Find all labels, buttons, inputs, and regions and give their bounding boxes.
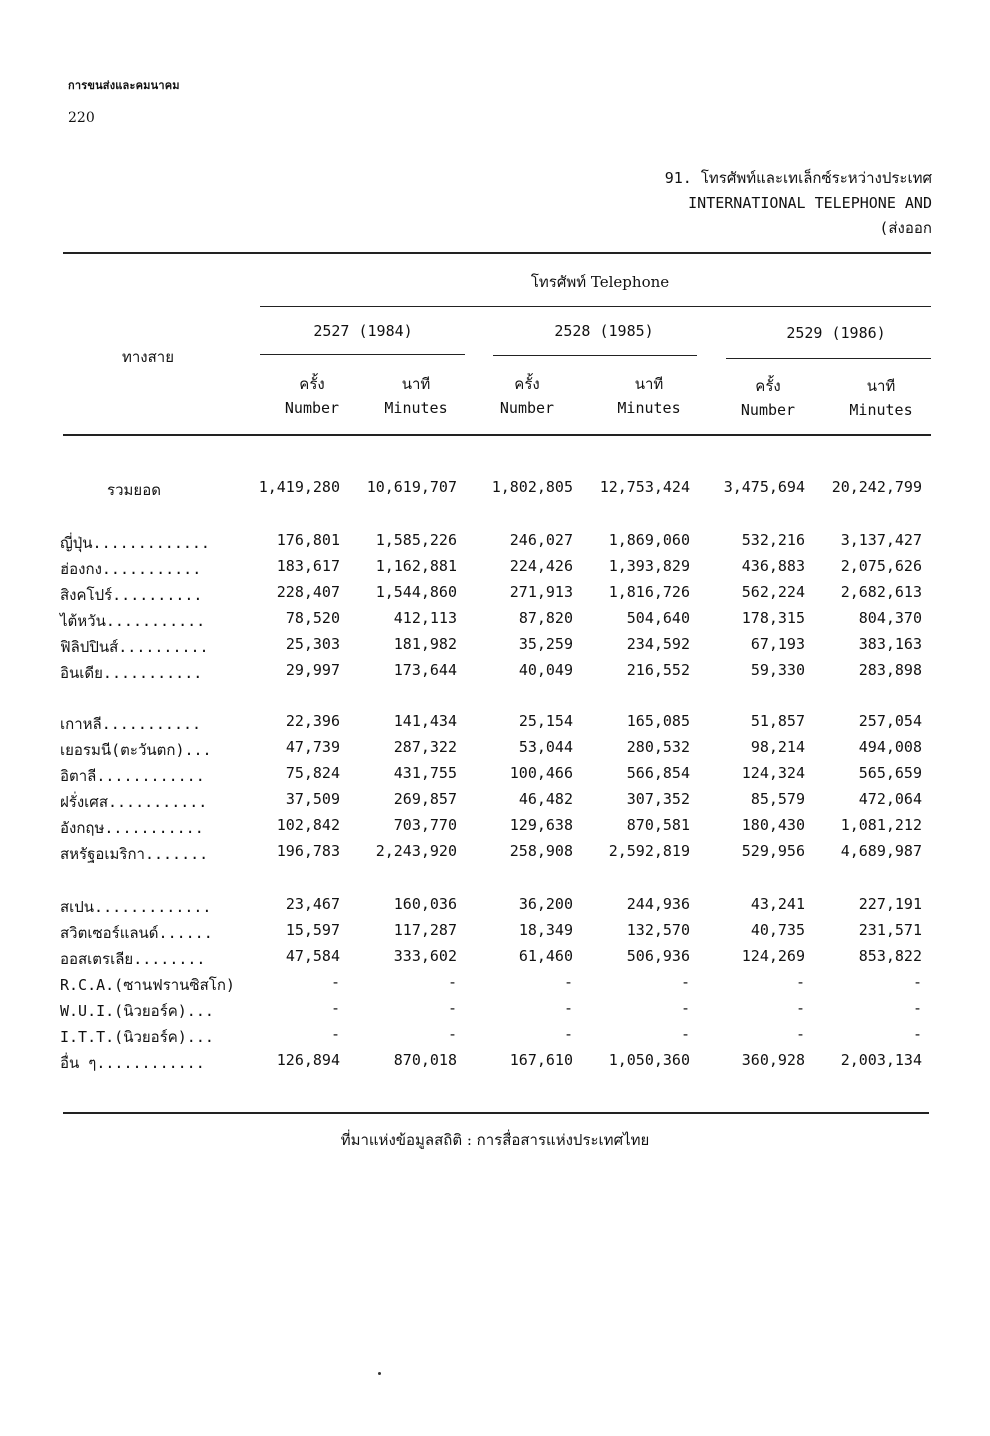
cell-1986-number: 360,928 (741, 1051, 805, 1069)
cell-1986-minutes: - (912, 1025, 922, 1043)
cell-1984-number: 78,520 (285, 609, 340, 627)
cell-1984-minutes: 141,434 (393, 712, 457, 730)
table-row (0, 609, 990, 633)
cell-1984-minutes: 117,287 (393, 921, 457, 939)
cell-1986-minutes: 494,008 (858, 738, 922, 756)
cell-1985-number: 271,913 (509, 583, 573, 601)
cell-1984-number: 47,739 (285, 738, 340, 756)
col-header-1986-minutes-th: นาที (866, 377, 896, 395)
cell-1984-minutes: 703,770 (393, 816, 457, 834)
col-header-1986-minutes-en: Minutes (849, 401, 913, 419)
cell-1984-number: 102,842 (276, 816, 340, 834)
cell-1984-minutes: 333,602 (393, 947, 457, 965)
cell-1986-number: - (795, 973, 805, 991)
title-line-3: (ส่งออก (879, 219, 932, 237)
cell-1986-minutes: 2,003,134 (840, 1051, 922, 1069)
title-line-2: INTERNATIONAL TELEPHONE AND (688, 194, 932, 212)
cell-1985-minutes: 1,816,726 (608, 583, 690, 601)
table-row (0, 661, 990, 685)
cell-1986-minutes: 231,571 (858, 921, 922, 939)
cell-1985-minutes: 870,581 (626, 816, 690, 834)
cell-1985-number: 25,154 (518, 712, 573, 730)
cell-1985-number: 35,259 (518, 635, 573, 653)
cell-1984-number: 196,783 (276, 842, 340, 860)
row-label: อิตาลี............ (60, 767, 205, 785)
table-row (0, 764, 990, 788)
title-block (572, 166, 932, 241)
cell-1985-number: 61,460 (518, 947, 573, 965)
cell-1985-number: - (563, 973, 573, 991)
row-label: ฮ่องกง........... (60, 560, 202, 578)
cell-1986-number: 532,216 (741, 531, 805, 549)
table-row (0, 738, 990, 762)
col-header-1986-number (729, 374, 807, 422)
year-header-1986: 2529 (1986) (786, 324, 886, 342)
cell-1985-minutes: 12,753,424 (599, 478, 690, 496)
cell-1984-minutes: 181,982 (393, 635, 457, 653)
cell-1986-minutes: 804,370 (858, 609, 922, 627)
table-row (0, 790, 990, 814)
cell-1984-number: - (330, 973, 340, 991)
cell-1985-minutes: 1,050,360 (608, 1051, 690, 1069)
cell-1985-number: 36,200 (518, 895, 573, 913)
cell-1986-minutes: 383,163 (858, 635, 922, 653)
cell-1986-minutes: 283,898 (858, 661, 922, 679)
col-header-1985-minutes (610, 372, 688, 420)
cell-1986-number: 85,579 (750, 790, 805, 808)
cell-1984-minutes: 269,857 (393, 790, 457, 808)
table-row (0, 921, 990, 945)
cell-1984-number: 22,396 (285, 712, 340, 730)
cell-1984-minutes: 287,322 (393, 738, 457, 756)
cell-1985-number: 46,482 (518, 790, 573, 808)
table-header-bottom-rule (63, 434, 931, 436)
cell-1985-minutes: - (680, 1025, 690, 1043)
col-header-1985-number-en: Number (499, 399, 555, 417)
cell-1986-minutes: - (912, 973, 922, 991)
cell-1985-minutes: - (680, 999, 690, 1017)
col-header-1984-number (273, 372, 351, 420)
cell-1986-number: - (795, 1025, 805, 1043)
cell-1984-minutes: - (447, 1025, 457, 1043)
cell-1985-minutes: 280,532 (626, 738, 690, 756)
table-row (0, 816, 990, 840)
table-row (0, 973, 990, 997)
year-header-1985: 2528 (1985) (554, 322, 654, 340)
cell-1984-number: 25,303 (285, 635, 340, 653)
table-row (0, 531, 990, 555)
header-top-left: การขนส่งและคมนาคม (68, 79, 180, 92)
cell-1984-number: 176,801 (276, 531, 340, 549)
cell-1985-minutes: 307,352 (626, 790, 690, 808)
row-label: ฟิลิปปินส์.......... (60, 638, 209, 656)
col-header-1984-number-th: ครั้ง (299, 375, 325, 393)
row-label-total: รวมยอด (107, 481, 161, 499)
cell-1985-minutes: 2,592,819 (608, 842, 690, 860)
cell-1984-minutes: - (447, 999, 457, 1017)
cell-1986-number: 40,735 (750, 921, 805, 939)
cell-1984-number: 183,617 (276, 557, 340, 575)
cell-1984-minutes: 1,585,226 (375, 531, 457, 549)
cell-1984-number: 1,419,280 (258, 478, 340, 496)
cell-1985-minutes: 566,854 (626, 764, 690, 782)
cell-1986-minutes: 20,242,799 (831, 478, 922, 496)
cell-1985-number: 1,802,805 (491, 478, 573, 496)
cell-1986-minutes: 2,682,613 (840, 583, 922, 601)
table-row (0, 583, 990, 607)
stub-header: ทางสาย (121, 348, 175, 366)
telephone-header: โทรศัพท์ Telephone (530, 273, 670, 291)
cell-1985-number: 18,349 (518, 921, 573, 939)
cell-1984-minutes: 1,162,881 (375, 557, 457, 575)
cell-1986-minutes: 1,081,212 (840, 816, 922, 834)
row-label: R.C.A.(ซานฟรานซิสโก) (60, 976, 235, 994)
cell-1985-minutes: 165,085 (626, 712, 690, 730)
cell-1985-number: 258,908 (509, 842, 573, 860)
cell-1985-number: - (563, 999, 573, 1017)
table-row (0, 1025, 990, 1049)
cell-1985-minutes: 244,936 (626, 895, 690, 913)
row-label: เยอรมนี(ตะวันตก)... (60, 741, 212, 759)
cell-1986-number: 529,956 (741, 842, 805, 860)
cell-1985-number: - (563, 1025, 573, 1043)
cell-1984-minutes: 1,544,860 (375, 583, 457, 601)
cell-1986-minutes: 2,075,626 (840, 557, 922, 575)
table-row (0, 842, 990, 866)
table-row (0, 557, 990, 581)
cell-1984-number: - (330, 1025, 340, 1043)
cell-1985-number: 224,426 (509, 557, 573, 575)
page-number: 220 (68, 110, 95, 126)
cell-1986-number: - (795, 999, 805, 1017)
cell-1986-minutes: 227,191 (858, 895, 922, 913)
cell-1986-number: 67,193 (750, 635, 805, 653)
row-label: ออสเตรเลีย........ (60, 950, 206, 968)
row-label: W.U.I.(นิวยอร์ค)... (60, 1002, 214, 1020)
cell-1986-number: 178,315 (741, 609, 805, 627)
col-header-1986-number-en: Number (740, 401, 796, 419)
row-label: เกาหลี........... (60, 715, 202, 733)
cell-1984-minutes: 160,036 (393, 895, 457, 913)
row-label: สหรัฐอเมริกา....... (60, 845, 209, 863)
cell-1986-number: 436,883 (741, 557, 805, 575)
cell-1984-number: 23,467 (285, 895, 340, 913)
cell-1984-minutes: 10,619,707 (366, 478, 457, 496)
row-label: อินเดีย........... (60, 664, 203, 682)
row-label: อังกฤษ........... (60, 819, 204, 837)
year-header-1984: 2527 (1984) (313, 322, 413, 340)
cell-1984-number: 126,894 (276, 1051, 340, 1069)
cell-1985-number: 87,820 (518, 609, 573, 627)
cell-1986-number: 51,857 (750, 712, 805, 730)
cell-1985-minutes: 132,570 (626, 921, 690, 939)
telephone-header-rule (260, 306, 931, 307)
table-row (0, 478, 990, 502)
cell-1985-number: 129,638 (509, 816, 573, 834)
row-label: ไต้หวัน........... (60, 612, 206, 630)
cell-1986-minutes: 4,689,987 (840, 842, 922, 860)
cell-1984-minutes: 431,755 (393, 764, 457, 782)
cell-1986-number: 3,475,694 (723, 478, 805, 496)
cell-1985-minutes: 1,393,829 (608, 557, 690, 575)
row-label: I.T.T.(นิวยอร์ค)... (60, 1028, 214, 1046)
cell-1984-minutes: - (447, 973, 457, 991)
cell-1984-number: - (330, 999, 340, 1017)
source-note: ที่มาแห่งข้อมูลสถิติ : การสื่อสารแห่งประเทศไทย (340, 1131, 650, 1149)
cell-1986-minutes: 472,064 (858, 790, 922, 808)
row-label: สวิตเซอร์แลนด์...... (60, 924, 213, 942)
table-row (0, 947, 990, 971)
col-header-1986-minutes (842, 374, 920, 422)
cell-1985-minutes: 1,869,060 (608, 531, 690, 549)
cell-1985-minutes: - (680, 973, 690, 991)
col-header-1986-number-th: ครั้ง (755, 377, 781, 395)
table-top-rule (63, 252, 931, 254)
table-row (0, 1051, 990, 1075)
year-rule-1986 (726, 358, 931, 359)
title-line-1: 91. โทรศัพท์และเทเล็กซ์ระหว่างประเทศ (664, 169, 932, 187)
cell-1985-minutes: 216,552 (626, 661, 690, 679)
table-bottom-rule (63, 1112, 929, 1114)
col-header-1985-minutes-th: นาที (634, 375, 664, 393)
cell-1984-number: 37,509 (285, 790, 340, 808)
cell-1985-minutes: 504,640 (626, 609, 690, 627)
cell-1985-number: 167,610 (509, 1051, 573, 1069)
table-row (0, 999, 990, 1023)
cell-1984-minutes: 173,644 (393, 661, 457, 679)
cell-1986-number: 98,214 (750, 738, 805, 756)
cell-1986-minutes: 565,659 (858, 764, 922, 782)
cell-1986-minutes: 257,054 (858, 712, 922, 730)
cell-1985-minutes: 506,936 (626, 947, 690, 965)
table-row (0, 712, 990, 736)
cell-1984-minutes: 2,243,920 (375, 842, 457, 860)
col-header-1984-minutes (377, 372, 455, 420)
cell-1986-number: 43,241 (750, 895, 805, 913)
cell-1985-number: 53,044 (518, 738, 573, 756)
cell-1984-number: 228,407 (276, 583, 340, 601)
scan-dot (378, 1372, 381, 1375)
cell-1984-number: 29,997 (285, 661, 340, 679)
row-label: ญี่ปุ่น............. (60, 534, 210, 552)
row-label: ฝรั่งเศส........... (60, 793, 208, 811)
col-header-1985-minutes-en: Minutes (617, 399, 681, 417)
cell-1984-number: 15,597 (285, 921, 340, 939)
cell-1986-number: 124,324 (741, 764, 805, 782)
cell-1986-minutes: 3,137,427 (840, 531, 922, 549)
cell-1985-number: 100,466 (509, 764, 573, 782)
cell-1984-minutes: 412,113 (393, 609, 457, 627)
cell-1985-number: 246,027 (509, 531, 573, 549)
cell-1985-number: 40,049 (518, 661, 573, 679)
cell-1986-number: 59,330 (750, 661, 805, 679)
col-header-1984-minutes-th: นาที (401, 375, 431, 393)
cell-1984-number: 47,584 (285, 947, 340, 965)
year-rule-1985 (493, 355, 697, 356)
year-rule-1984 (260, 354, 465, 355)
col-header-1985-number-th: ครั้ง (514, 375, 540, 393)
cell-1984-minutes: 870,018 (393, 1051, 457, 1069)
col-header-1984-minutes-en: Minutes (384, 399, 448, 417)
cell-1984-number: 75,824 (285, 764, 340, 782)
row-label: สเปน............. (60, 898, 212, 916)
row-label: อื่น ๆ............ (60, 1054, 205, 1072)
cell-1986-number: 124,269 (741, 947, 805, 965)
col-header-1984-number-en: Number (284, 399, 340, 417)
cell-1986-number: 562,224 (741, 583, 805, 601)
cell-1986-minutes: 853,822 (858, 947, 922, 965)
col-header-1985-number (488, 372, 566, 420)
table-row (0, 635, 990, 659)
row-label: สิงคโปร์.......... (60, 586, 203, 604)
cell-1986-number: 180,430 (741, 816, 805, 834)
table-row (0, 895, 990, 919)
cell-1985-minutes: 234,592 (626, 635, 690, 653)
cell-1986-minutes: - (912, 999, 922, 1017)
